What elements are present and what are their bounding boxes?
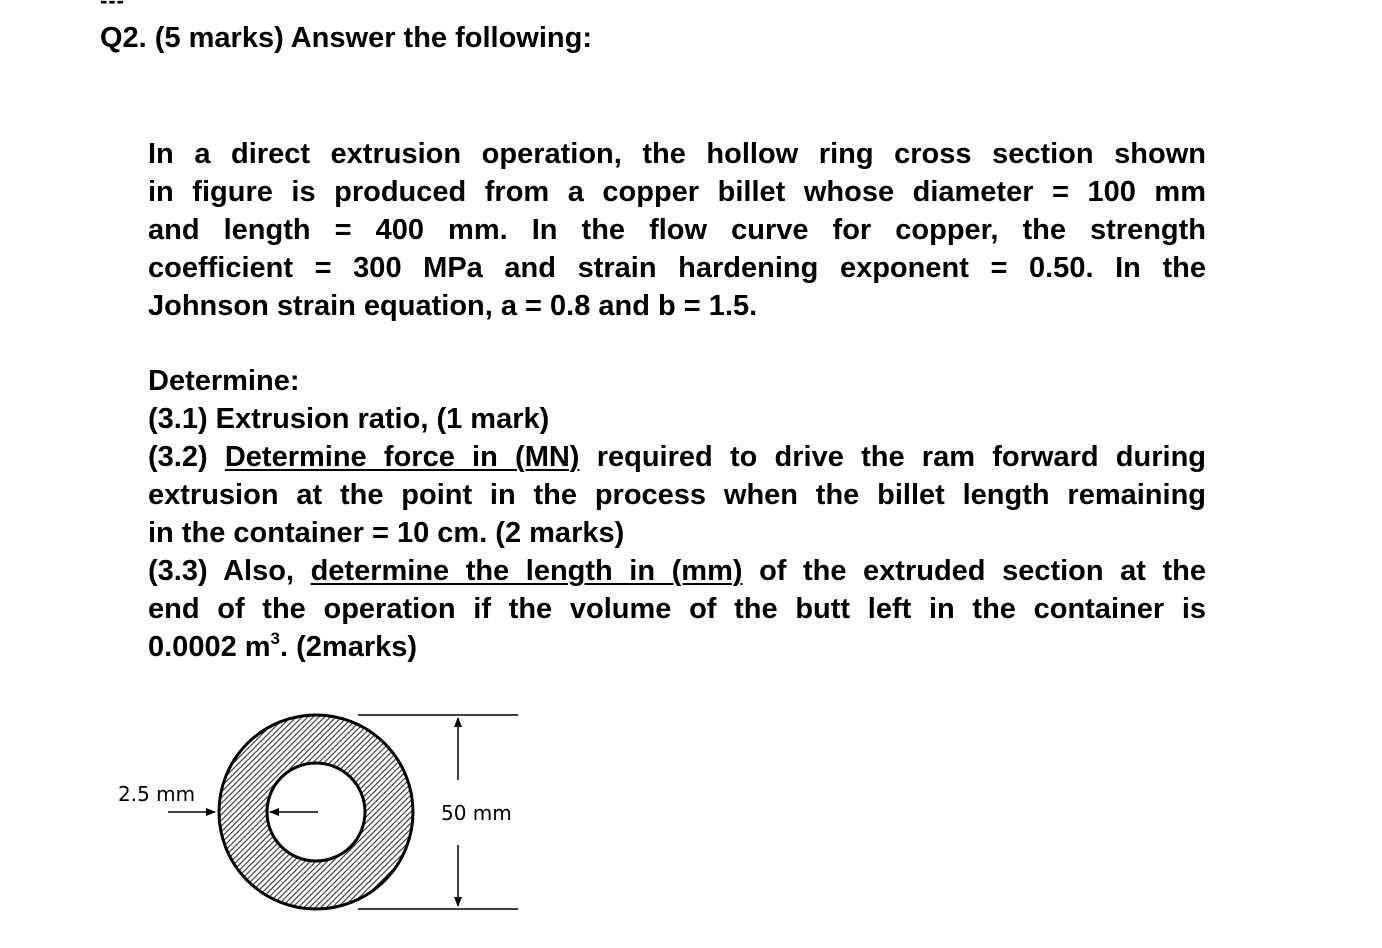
part-3-3-line-2: end of the operation if the volume of the butt left in the container is: [148, 593, 1206, 625]
intro-line-4: coefficient = 300 MPa and strain hardening exponent = 0.50. In the: [148, 252, 1206, 284]
cubic-superscript: 3: [270, 629, 281, 648]
intro-line-3: and length = 400 mm. In the flow curve for copper, the strength: [148, 214, 1206, 246]
intro-line-5: Johnson strain equation, a = 0.8 and b = 1.5.: [148, 290, 758, 322]
question-title: Q2. (5 marks) Answer the following:: [100, 22, 593, 54]
diameter-label: 50 mm: [441, 801, 512, 825]
part-3-2-rest: required to drive the ram forward during: [579, 441, 1206, 473]
determine-label: Determine:: [148, 365, 300, 397]
part-3-2-prefix: (3.2): [148, 441, 225, 473]
part-3-2-line-2: extrusion at the point in the process when the billet length remaining: [148, 479, 1206, 511]
part-3-3-underlined: determine the length in (mm): [310, 555, 743, 587]
top-marker: ---: [100, 0, 125, 13]
part-3-3-prefix: (3.3) Also,: [148, 555, 311, 587]
intro-line-1: In a direct extrusion operation, the hollow ring cross section shown: [148, 138, 1206, 170]
part-3-3-line-3: 0.0002 $m^3$. (2marks): [148, 629, 418, 663]
part-3-3-rest: of the extruded section at the: [742, 555, 1206, 587]
wall-thickness-label: 2.5 mm: [118, 782, 196, 806]
part-3-1: (3.1) Extrusion ratio, (1 mark): [148, 403, 550, 435]
intro-line-2: in figure is produced from a copper billet whose diameter = 100 mm: [148, 176, 1206, 208]
part-3-2-underlined: Determine force in (MN): [224, 441, 580, 473]
part-3-2-line-3: in the container = 10 cm. (2 marks): [148, 517, 625, 549]
